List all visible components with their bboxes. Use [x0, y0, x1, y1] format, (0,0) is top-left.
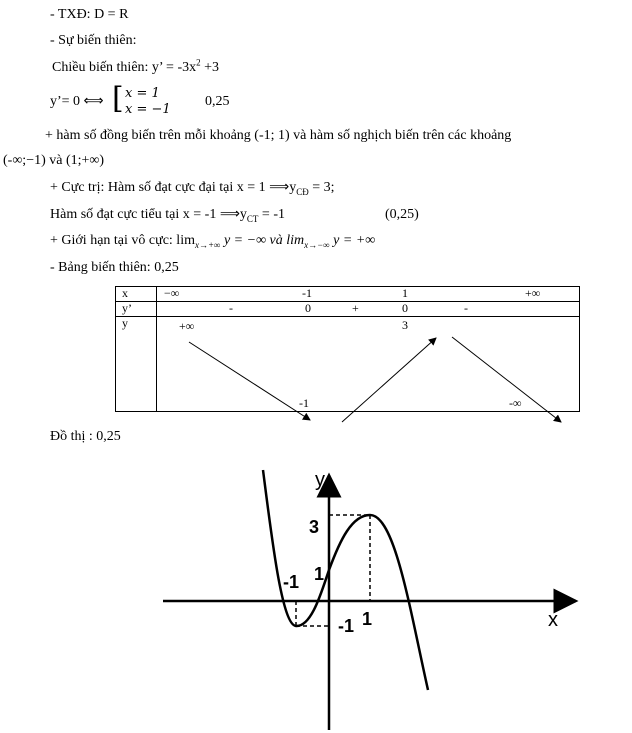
chieu-bien-thien-exponent: 2 [196, 57, 201, 68]
cuc-tieu-val: = -1 [258, 207, 285, 222]
cuc-dai-sub: CĐ [296, 186, 309, 197]
gioi-han-mid: y = −∞ và lim [220, 233, 305, 248]
yp-zero-2: 0 [402, 301, 408, 315]
yp-zero-1: 0 [305, 301, 311, 315]
x-val-neg1: -1 [302, 286, 312, 300]
cuc-tieu-text: Hàm số đạt cực tiểu tại x = -1 ⟹y [50, 207, 247, 222]
chieu-bien-thien-text: Chiều biến thiên: y’ = -3x [52, 60, 197, 75]
arrow-down-2 [452, 337, 561, 422]
gioi-han-sub-1: x→+∞ [194, 239, 221, 250]
txd-line: - TXĐ: D = R [50, 7, 129, 22]
cuc-dai-text: + Cực trị: Hàm số đạt cực đại tại x = 1 ⟹y [50, 180, 297, 195]
x-val-1: 1 [402, 286, 408, 300]
gioi-han-end: y = +∞ [329, 233, 376, 248]
yp-label: y’ [122, 301, 132, 315]
x-label: x [122, 286, 128, 300]
graph-label-neg1-y: -1 [338, 616, 355, 636]
y-bot-right: -∞ [509, 396, 522, 410]
yp-sign-3: - [464, 301, 468, 315]
dong-bien-line-2: (-∞;−1) và (1;+∞) [3, 153, 105, 168]
su-bien-thien-heading: - Sự biến thiên: [50, 33, 137, 48]
arrow-up [342, 338, 436, 422]
nghiem-1: x = 1 [125, 86, 160, 101]
do-thi-heading: Đồ thị : 0,25 [50, 429, 121, 444]
graph-label-1-x: 1 [362, 609, 373, 629]
bang-bien-thien-heading: - Bảng biến thiên: 0,25 [50, 260, 179, 275]
diem-1: 0,25 [205, 94, 230, 109]
yp-sign-2: + [352, 301, 359, 315]
cuc-tieu-sub: CT [246, 213, 259, 224]
graph-y-label: y [315, 469, 325, 491]
chieu-bien-thien-tail: +3 [200, 60, 220, 75]
gioi-han-text: + Giới hạn tại vô cực: lim [50, 233, 195, 248]
nghiem-2: x = −1 [125, 102, 171, 117]
dong-bien-line-1: + hàm số đồng biến trên mỗi khoảng (-1; 1) và hàm số nghịch biến trên các khoảng [45, 128, 512, 143]
system-brace: [ [112, 81, 124, 116]
arrow-down-1 [189, 342, 310, 420]
dao-ham-zero-label: y’= 0 ⟺ [50, 94, 104, 109]
y-bot-mid: -1 [299, 396, 309, 410]
graph-label-neg1-x: -1 [283, 572, 300, 592]
gioi-han-sub-2: x→−∞ [304, 239, 330, 250]
y-top-left: +∞ [179, 319, 195, 333]
cuc-dai-val: = 3; [308, 180, 335, 195]
graph-label-3: 3 [309, 517, 320, 537]
yp-sign-1: - [229, 301, 233, 315]
y-top-mid: 3 [402, 318, 408, 332]
diem-2: (0,25) [385, 207, 419, 222]
x-val-neg-inf: −∞ [164, 286, 180, 300]
graph-x-label: x [548, 609, 558, 631]
y-label: y [122, 316, 128, 330]
graph-label-1: 1 [314, 564, 325, 584]
x-val-pos-inf: +∞ [525, 286, 541, 300]
